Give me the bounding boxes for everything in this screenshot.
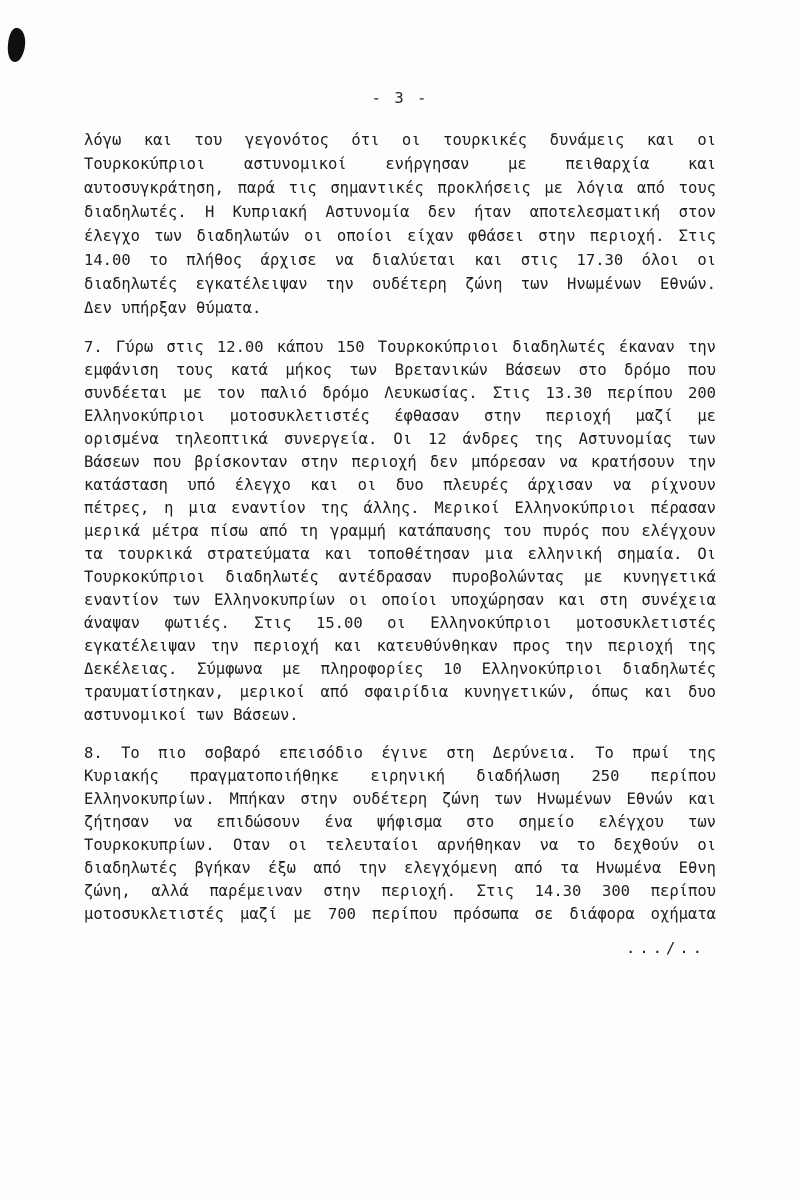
scan-artifact-mark — [6, 27, 26, 63]
text-line: ζώνη, αλλά παρέμειναν στην περιοχή. Στις 14.30 300 περίπου — [84, 882, 716, 900]
paragraph-item-7 — [84, 336, 716, 727]
text-line: συνδέεται με τον παλιό δρόμο Λευκωσίας. Στις 13.30 περίπου 200 — [84, 384, 716, 402]
text-line: εμφάνιση τους κατά μήκος των Βρετανικών Βάσεων στο δρόμο που — [84, 361, 716, 379]
text-line: αστυνομικοί των Βάσεων. — [84, 706, 299, 724]
text-line: Τουρκοκύπριοι διαδηλωτές αντέδρασαν πυροβολώντας με κυνηγετικά — [84, 568, 716, 586]
text-line: Ελληνοκύπριοι μοτοσυκλετιστές έφθασαν στην περιοχή μαζί με — [84, 407, 716, 425]
text-line: διαδηλωτές βγήκαν έξω από την ελεγχόμενη από τα Ηνωμένα Εθνη — [84, 859, 716, 877]
text-line: Κυριακής πραγματοποιήθηκε ειρηνική διαδήλωση 250 περίπου — [84, 767, 716, 785]
continuation-mark: .../.. — [626, 939, 706, 957]
text-line: Ελληνοκυπρίων. Μπήκαν στην ουδέτερη ζώνη των Ηνωμένων Εθνών και — [84, 790, 716, 808]
paragraph-item-8 — [84, 742, 716, 926]
text-line: Βάσεων που βρίσκονταν στην περιοχή δεν μπόρεσαν να κρατήσουν την — [84, 453, 716, 471]
text-line: πέτρες, η μια εναντίον της άλλης. Μερικοί Ελληνοκύπριοι πέρασαν — [84, 499, 716, 517]
text-line: μοτοσυκλετιστές μαζί με 700 περίπου πρόσωπα σε διάφορα οχήματα — [84, 905, 716, 923]
text-line: άναψαν φωτιές. Στις 15.00 οι Ελληνοκύπριοι μοτοσυκλετιστές — [84, 614, 716, 632]
text-line: 14.00 το πλήθος άρχισε να διαλύεται και στις 17.30 όλοι οι — [84, 251, 716, 269]
text-line: 7. Γύρω στις 12.00 κάπου 150 Τουρκοκύπριοι διαδηλωτές έκαναν την — [84, 338, 716, 356]
text-line: εναντίον των Ελληνοκυπρίων οι οποίοι υποχώρησαν και στη συνέχεια — [84, 591, 716, 609]
text-line: Δεν υπήρξαν θύματα. — [84, 299, 262, 317]
text-line: διαδηλωτές. Η Κυπριακή Αστυνομία δεν ήταν αποτελεσματική στον — [84, 203, 716, 221]
text-line: Τουρκοκυπρίων. Οταν οι τελευταίοι αρνήθηκαν να το δεχθούν οι — [84, 836, 716, 854]
text-line: Δεκέλειας. Σύμφωνα με πληροφορίες 10 Ελληνοκύπριοι διαδηλωτές — [84, 660, 716, 678]
text-line: τραυματίστηκαν, μερικοί από σφαιρίδια κυνηγετικών, όπως και δυο — [84, 683, 716, 701]
text-line: μερικά μέτρα πίσω από τη γραμμή κατάπαυσης του πυρός που ελέγχουν — [84, 522, 716, 540]
text-line: 8. Το πιο σοβαρό επεισόδιο έγινε στη Δερύνεια. Το πρωί της — [84, 744, 716, 762]
text-line: ζήτησαν να επιδώσουν ένα ψήφισμα στο σημείο ελέγχου των — [84, 813, 716, 831]
paragraph-continued — [84, 128, 716, 320]
text-line: Τουρκοκύπριοι αστυνομικοί ενήργησαν με πειθαρχία και — [84, 155, 716, 173]
text-line: εγκατέλειψαν την περιοχή και κατευθύνθηκαν προς την περιοχή της — [84, 637, 716, 655]
text-line: έλεγχο των διαδηλωτών οι οποίοι είχαν φθάσει στην περιοχή. Στις — [84, 227, 716, 245]
text-line: κατάσταση υπό έλεγχο και οι δυο πλευρές άρχισαν να ρίχνουν — [84, 476, 716, 494]
text-line: αυτοσυγκράτηση, παρά τις σημαντικές προκλήσεις με λόγια από τους — [84, 179, 716, 197]
text-line: διαδηλωτές εγκατέλειψαν την ουδέτερη ζώνη των Ηνωμένων Εθνών. — [84, 275, 716, 293]
text-line: ορισμένα τηλεοπτικά συνεργεία. Οι 12 άνδρες της Αστυνομίας των — [84, 430, 716, 448]
text-line: λόγω και του γεγονότος ότι οι τουρκικές δυνάμεις και οι — [84, 131, 716, 149]
page-number: - 3 - — [371, 89, 429, 107]
text-line: τα τουρκικά στρατεύματα και τοποθέτησαν μια ελληνική σημαία. Οι — [84, 545, 716, 563]
